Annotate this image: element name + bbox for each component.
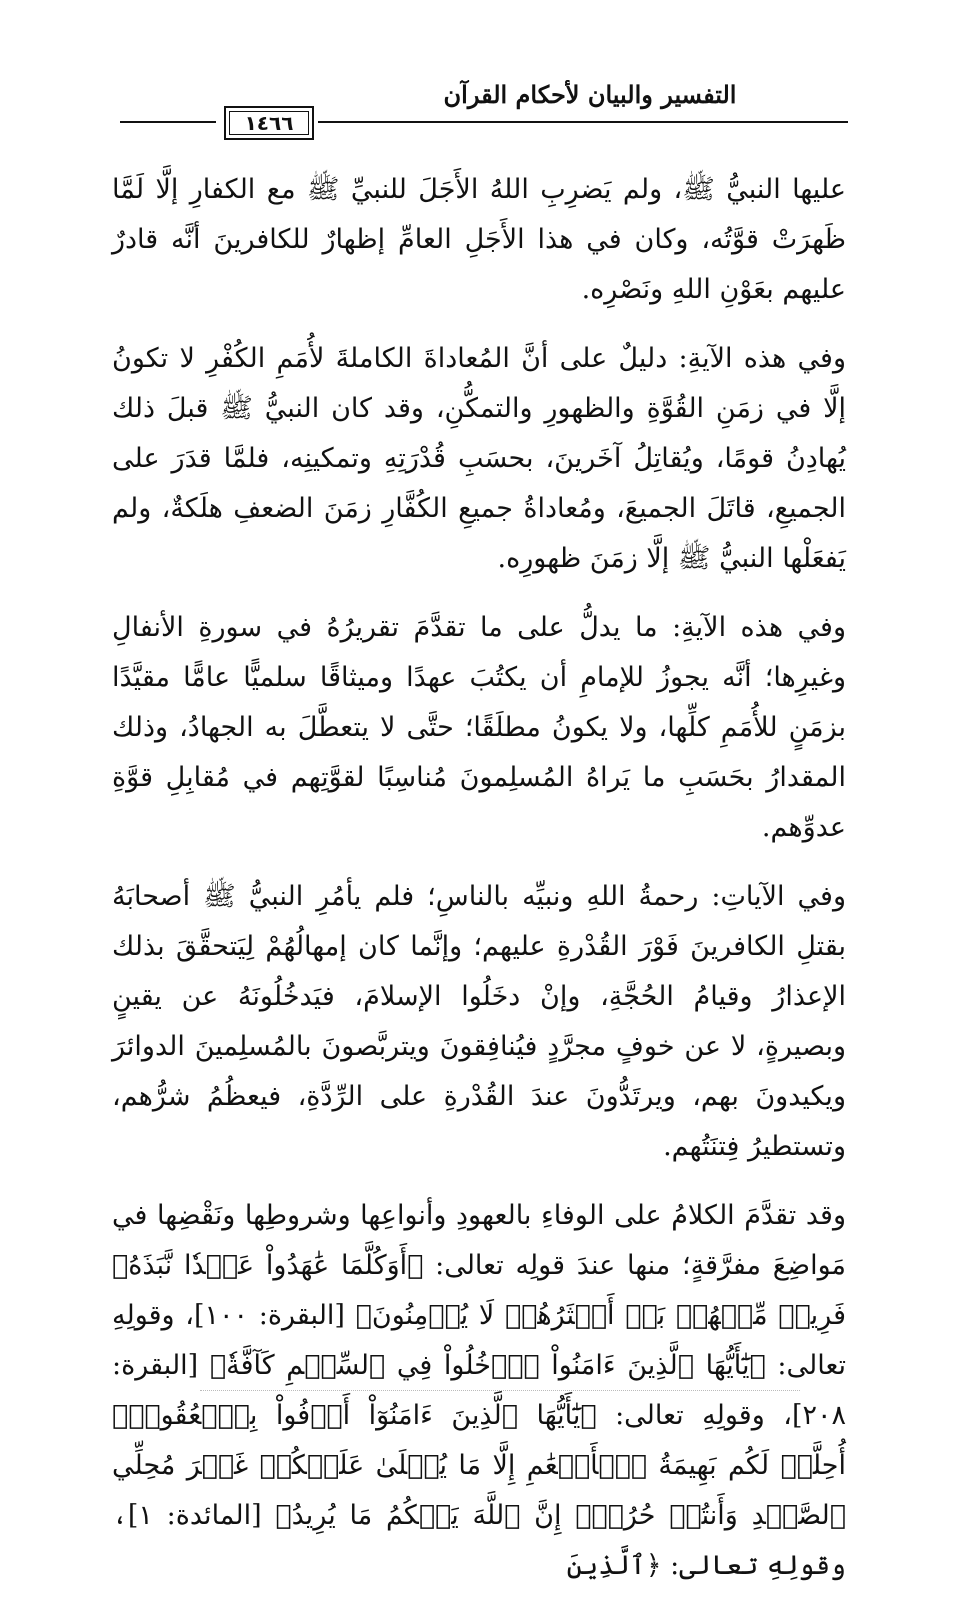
paragraph-4: وفي الآياتِ: رحمةُ اللهِ ونبيِّه بالناسِ؛ فلم يأمُرِ النبيُّ ﷺ أصحابَهُ بقتلِ الكافرينَ فَوْرَ القُدْرةِ عليهم؛ وإنَّما كان إمهالُهُمْ لِيَتحقَّقَ بذلك الإعذارُ وقيامُ الحُجَّةِ، وإنْ دخَلُوا الإسلامَ، فيَدخُلُونَهُ عن يقينٍ وبصيرةٍ، لا عن خوفٍ مجرَّدٍ فيُنافِقونَ ويتربَّصونَ بالمُسلِمينَ الدوائرَ ويكيدونَ بهم، ويرتَدُّونَ عندَ القُدْرةِ على الرِّدَّةِ، فيعظُمُ شرُّهم، وتستطيرُ فِتنَتُهم. xyxy=(112,881,846,1162)
paragraph-3: وفي هذه الآيةِ: ما يدلُّ على ما تقدَّمَ تقريرُهُ في سورةِ الأنفالِ وغيرِها؛ أنَّه يجوزُ للإمامِ أن يكتُبَ عهدًا وميثاقًا سلميًّا عامًّا مقيَّدًا بزمَنٍ للأُمَمِ كلِّها، ولا يكونُ مطلَقًا؛ حتَّى لا يتعطَّلَ به الجهادُ، وذلك المقدارُ بحَسَبِ ما يَراهُ المُسلِمونَ مُناسِبًا لقوَّتِهم في مُقابِلِ قوَّةِ عدوِّهم. xyxy=(112,612,846,843)
paragraph-5: وقد تقدَّمَ الكلامُ على الوفاءِ بالعهودِ وأنواعِها وشروطِها ونَقْضِها في مَواضِعَ مفرَّقةٍ؛ منها عندَ قولِه تعالى: ﴿أَوَكُلَّمَا عَٰهَدُواْ عَهۡدٗا نَّبَذَهُۥ فَرِيقٞ مِّنۡهُمۚ بَلۡ أَكۡثَرُهُمۡ لَا يُؤۡمِنُونَ﴾ [البقرة: ١٠٠]، وقولِهِ تعالى: ﴿يَٰٓأَيُّهَا ٱلَّذِينَ ءَامَنُواْ ٱدۡخُلُواْ فِي ٱلسِّلۡمِ كَآفَّةٗ﴾ [البقرة: ٢٠٨]، وقولِهِ تعالى: ﴿يَٰٓأَيُّهَا ٱلَّذِينَ ءَامَنُوٓاْ أَوۡفُواْ بِٱلۡعُقُودِۚ أُحِلَّتۡ لَكُم بَهِيمَةُ ٱلۡأَنۡعَٰمِ إِلَّا مَا يُتۡلَىٰ عَلَيۡكُمۡ غَيۡرَ مُحِلِّي ٱلصَّيۡدِ وَأَنتُمۡ حُرُمٌۗ إِنَّ ٱللَّهَ يَحۡكُمُ مَا يُرِيدُ﴾ [المائدة: ١]، وقولِهِ تعالى: ﴿ٱلَّذِينَ xyxy=(112,1200,846,1581)
page-bottom-edge xyxy=(200,1390,800,1391)
paragraph-2: وفي هذه الآيةِ: دليلٌ على أنَّ المُعاداةَ الكاملةَ لأُمَمِ الكُفْرِ لا تكونُ إلَّا في زمَنِ القُوَّةِ والظهورِ والتمكُّنِ، وقد كان النبيُّ ﷺ قبلَ ذلك يُهادِنُ قومًا، ويُقاتِلُ آخَرينَ، بحسَبِ قُدْرَتِهِ وتمكينِه، فلمَّا قدَرَ على الجميعِ، قاتَلَ الجميعَ، ومُعاداةُ جميعِ الكُفَّارِ زمَنَ الضعفِ هلَكةٌ، ولم يَفعَلْها النبيُّ ﷺ إلَّا زمَنَ ظهورِه. xyxy=(112,343,846,574)
page-number: ١٤٦٦ xyxy=(224,106,314,140)
body-text xyxy=(112,165,846,1610)
paragraph-1: عليها النبيُّ ﷺ، ولم يَضرِبِ اللهُ الأَجَلَ للنبيِّ ﷺ مع الكفارِ إلَّا لَمَّا ظَهرَتْ قوَّتُه، وكان في هذا الأَجَلِ العامِّ إظهارٌ للكافرينَ أنَّه قادرٌ عليهم بعَوْنِ اللهِ ونَصْرِه. xyxy=(112,174,846,305)
header-rule-left xyxy=(120,121,216,123)
running-header-title: التفسير والبيان لأحكام القرآن xyxy=(443,80,737,109)
header-rule-right xyxy=(318,121,848,123)
